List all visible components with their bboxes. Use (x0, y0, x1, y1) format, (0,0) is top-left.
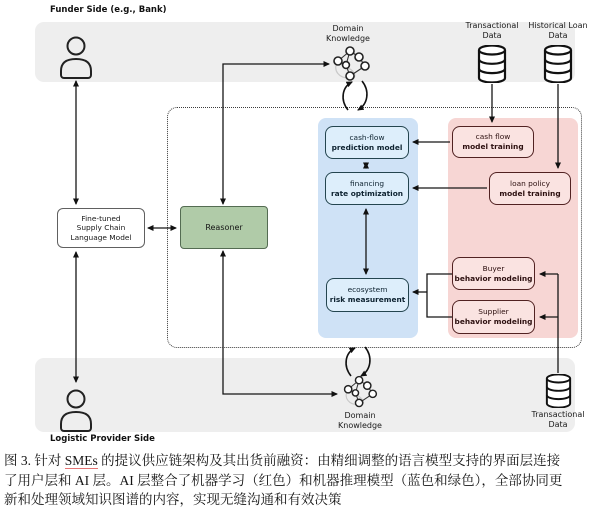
sync-arrows-icon (358, 81, 367, 110)
box-line: risk measurement (329, 295, 406, 304)
box-line: Fine-tuned (81, 213, 121, 223)
database-icon (543, 45, 573, 83)
cash-flow-prediction-model-box (325, 126, 409, 159)
figure-caption (4, 451, 597, 510)
knowledge-graph-icon (329, 45, 373, 83)
box-line: Supply Chain (76, 223, 126, 233)
language-model-box (57, 208, 145, 248)
box-line: model training (499, 188, 561, 198)
caption-line-2: 了用户层和 AI 层。AI 层整合了机器学习（红色）和机器推理模型（蓝色和绿色），全部协同更 (4, 472, 563, 488)
label-line: Knowledge (326, 34, 370, 43)
label-line: Historical Loan (528, 21, 588, 30)
box-line: loan policy (510, 178, 550, 188)
database-icon (545, 374, 572, 408)
caption-text: 的提议供应链架构及其出货前融资：由精细调整的语言模型支持的界面层连接 (97, 453, 561, 468)
person-icon (56, 35, 96, 80)
label-line: Domain (332, 24, 364, 33)
knowledge-graph-icon (340, 374, 380, 410)
sync-arrows-icon (343, 82, 352, 110)
box-line: prediction model (331, 142, 403, 152)
historical-loan-data-label (524, 21, 592, 41)
box-line: Supplier (478, 307, 509, 317)
label-line: Knowledge (338, 421, 382, 430)
transactional-data-label (458, 21, 526, 41)
domain-knowledge-label (310, 24, 386, 44)
funder-side-label: Funder Side (e.g., Bank) (50, 5, 167, 15)
box-line: model training (462, 142, 524, 151)
caption-line-1 (4, 451, 597, 471)
box-line: cash flow (475, 132, 511, 142)
reasoner-box (180, 206, 268, 249)
box-line: behavior modeling (454, 317, 533, 326)
label-line: Data (548, 420, 568, 429)
person-icon (56, 388, 96, 433)
cash-flow-model-training-box (452, 126, 534, 158)
buyer-behavior-modeling-box (452, 257, 535, 290)
caption-text: 图 3. 针对 (4, 453, 65, 468)
label-line: Data (548, 31, 568, 40)
box-line: Reasoner (205, 222, 243, 232)
box-line: financing (349, 178, 385, 188)
ecosystem-risk-measurement-box (326, 278, 409, 312)
financing-rate-optimization-box (325, 172, 409, 205)
box-line: cash-flow (349, 132, 385, 142)
caption-line-3: 新和处理领域知识图谱的内容，实现无缝沟通和有效决策 (4, 492, 342, 507)
supplier-behavior-modeling-box (452, 300, 535, 334)
caption-smes-underlined: SMEs (64, 453, 98, 468)
label-line: Domain (344, 411, 376, 420)
box-line: rate optimization (330, 188, 404, 198)
label-line: Transactional (465, 21, 519, 30)
loan-policy-model-training-box (489, 172, 571, 205)
label-line: Transactional (531, 410, 585, 419)
domain-knowledge-label (322, 411, 398, 431)
box-line: Buyer (482, 263, 505, 273)
database-icon (477, 45, 507, 83)
logistic-band (35, 358, 575, 432)
transactional-data-label (524, 410, 592, 430)
box-line: behavior modeling (454, 273, 533, 283)
box-line: Language Model (70, 232, 132, 242)
box-line: ecosystem (347, 285, 388, 295)
logistic-side-label: Logistic Provider Side (50, 434, 155, 444)
label-line: Data (482, 31, 502, 40)
